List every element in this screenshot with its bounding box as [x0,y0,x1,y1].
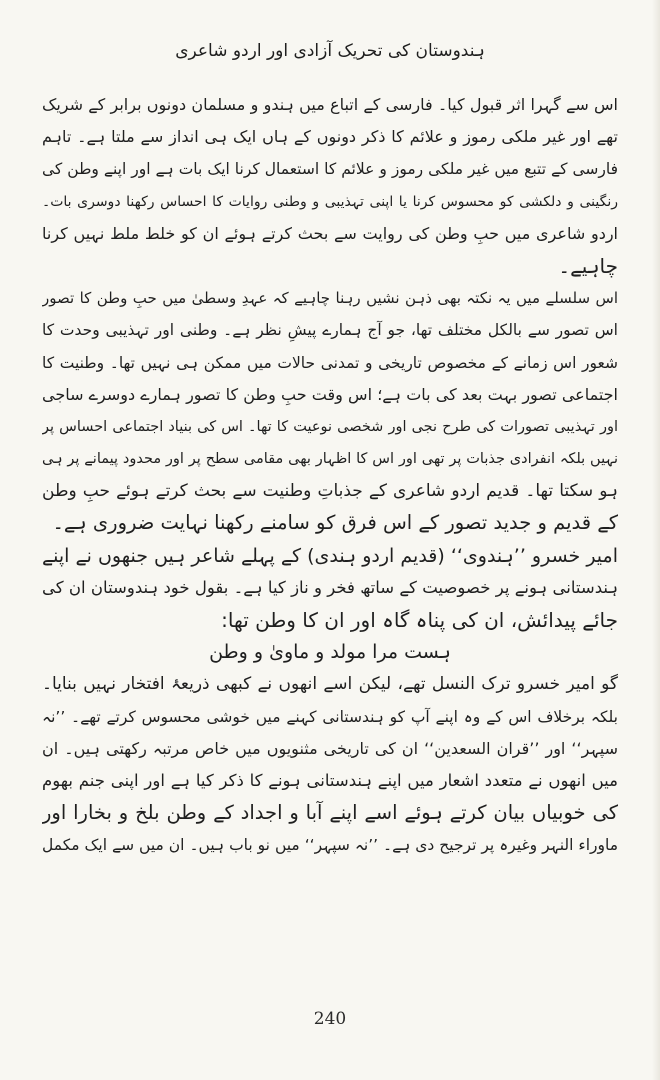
text-line: چاہیے۔ [558,253,618,278]
running-head: ہندوستان کی تحریک آزادی اور اردو شاعری [175,41,485,61]
text-line: کے قدیم و جدید تصور کے اس فرق کو سامنے رکھنا نہایت ضروری ہے۔ [52,511,618,535]
text-line: ہو سکتا تھا۔ قدیم اردو شاعری کے جذباتِ وطنیت سے بحث کرتے ہوئے حبِ وطن [42,481,618,502]
text-line: تھے اور غیر ملکی رموز و علائم کا ذکر دونوں کے ہاں ایک ہی انداز سے ملتا ہے۔ تاہم [42,127,618,147]
page-edge-shadow [652,0,660,1080]
text-line: اس سے گہرا اثر قبول کیا۔ فارسی کے اتباع میں ہندو و مسلمان دونوں برابر کے شریک [42,95,618,114]
text-line: فارسی کے تتبع میں غیر ملکی رموز و علائم کا استعمال کرنا ایک بات ہے اور اپنے وطن کی [42,160,618,179]
text-line: کی خوبیاں بیان کرتے ہوئے اسے اپنے آبا و اجداد کے وطن بلخ و بخارا اور [42,801,618,825]
text-line: اس سلسلے میں یہ نکتہ بھی ذہن نشیں رہنا چاہیے کہ عہدِ وسطیٰ میں حبِ وطن کا تصور [42,289,618,308]
text-line: اجتماعی تصور بہت بعد کی بات ہے؛ اس وقت حبِ وطن کا تصور ہمارے دوسرے ساجی [42,384,618,404]
body-text [42,89,618,862]
text-line: گو امیر خسرو ترک النسل تھے، لیکن اسے انھوں نے کبھی ذریعۂ افتخار نہیں بنایا۔ [42,674,618,695]
text-line: جائے پیدائش، ان کی پناہ گاہ اور ان کا وطن تھا: [221,608,618,632]
text-line: بلکہ برخلاف اس کے وہ اپنے آپ کو ہندستانی کہنے میں خوشی محسوس کرتے تھے۔ ’’نہ [42,707,618,726]
text-line: ہندستانی ہونے پر خصوصیت کے ساتھ فخر و ناز کیا ہے۔ بقول خود ہندوستان ان کی [42,577,618,597]
text-line: اور تہذیبی تصورات کی طرح نجی اور شخصی نوعیت کا تھا۔ اس کی بنیاد اجتماعی احساس پر [42,418,618,435]
text-line: شعور اس زمانے کے مخصوص تاریخی و تمدنی حالات میں ممکن ہی نہیں تھا۔ وطنیت کا [42,353,618,372]
page-number: 240 [313,1009,347,1029]
text-line: سپہر‘‘ اور ’’قران السعدین‘‘ ان کی تاریخی مثنویوں میں خاص مرتبہ رکھتی ہیں۔ ان [42,738,618,758]
text-line: میں انھوں نے متعدد اشعار میں اپنے ہندستانی ہونے کا ذکر کیا ہے اور اپنی جنم بھوم [42,770,618,790]
text-line: نہیں بلکہ انفرادی جذبات پر تھی اور اس کا اظہار بھی مقامی سطح پر اور محدود پیمانے پر ہی [42,451,618,468]
verse-line: ہست مرا مولد و ماویٰ و وطن [209,641,451,664]
text-line: اس تصور سے بالکل مختلف تھا، جو آج ہمارے پیشِ نظر ہے۔ وطنی اور تہذیبی وحدت کا [42,321,618,340]
text-line: رنگینی و دلکشی کو محسوس کرنا یا اپنی تہذیبی و وطنی روایات کا احساس رکھنا دوسری بات۔ [42,193,618,210]
text-line: ماوراء النہر وغیرہ پر ترجیح دی ہے۔ ’’نہ سپہر‘‘ میں نو باب ہیں۔ ان میں سے ایک مکمل [42,836,618,855]
text-line: امیر خسرو ’’ہندوی‘‘ (قدیم اردو ہندی) کے پہلے شاعر ہیں جنھوں نے اپنے [42,544,618,567]
text-line: اردو شاعری میں حبِ وطن کی روایت سے بحث کرتے ہوئے ان کو خلط ملط نہیں کرنا [42,223,618,243]
